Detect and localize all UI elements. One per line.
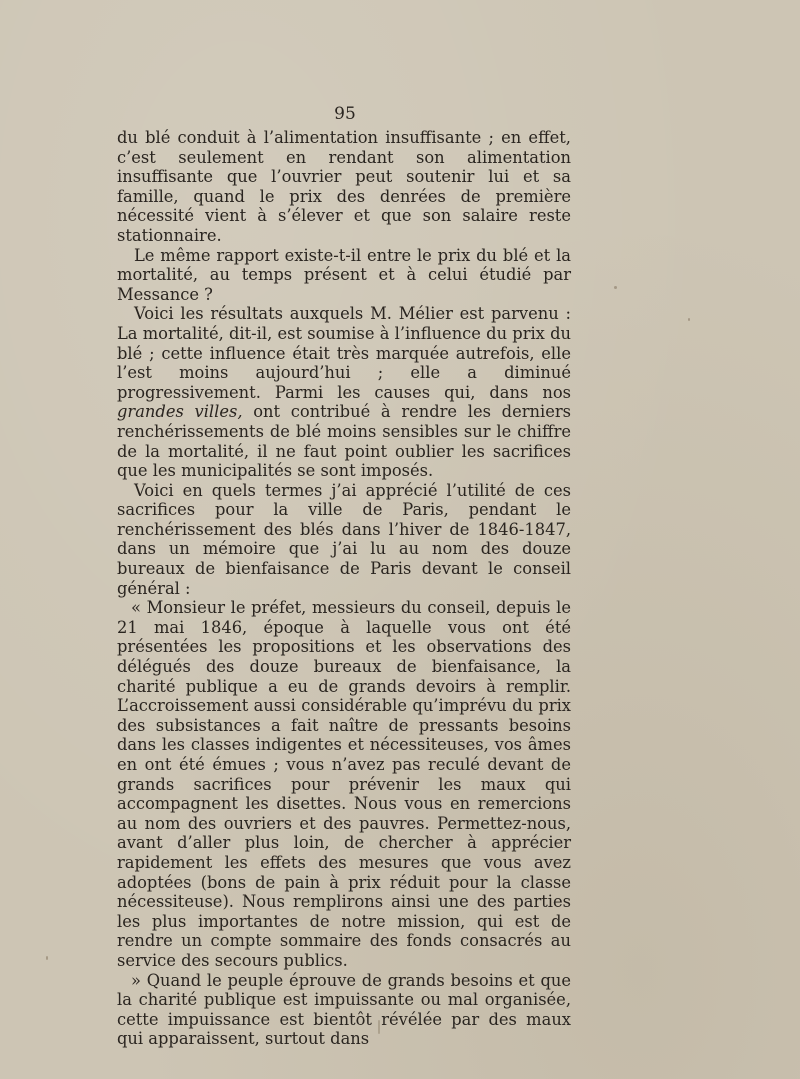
paragraph-2: Le même rapport existe-t-il entre le prix du blé et la mortalité, au temps présent et à celui étudié par Messance ? (117, 245, 571, 304)
paper-speck (688, 318, 690, 321)
paragraph-3-text-before: Voici les résultats auxquels M. Mélier est parvenu : La mortalité, dit-il, est soumise à l’influence du prix du blé ; cette influence était très marquée autrefois, elle l’est moins aujourd’hui ; elle a diminué progressivement. Parmi les causes qui, dans nos (117, 304, 571, 402)
paragraph-6-quote: » Quand le peuple éprouve de grands besoins et que la charité publique est impuissante ou mal organisée, cette impuissance est bientôt révélée par des maux qui apparaissent, surtout dans (117, 970, 571, 1049)
paragraph-3-italic: grandes villes, (117, 402, 243, 422)
paper-speck (46, 956, 48, 960)
paragraph-3 (117, 304, 571, 480)
paragraph-5-quote: « Monsieur le préfet, messieurs du conseil, depuis le 21 mai 1846, époque à laquelle vous ont été présentées les propositions et les observations des délégués des douze bureaux de bienfaisance, la charité publique a eu de grands devoirs à remplir. L’accroissement aussi considérable qu’imprévu du prix des subsistances a fait naître de pressants besoins dans les classes indigentes et nécessiteuses, vos âmes en ont été émues ; vous n’avez pas reculé devant de grands sacrifices pour prévenir les maux qui accompagnent les disettes. Nous vous en remercions au nom des ouvriers et des pauvres. Permettez-nous, avant d’aller plus loin, de chercher à apprécier rapidement les effets des mesures que vous avez adoptées (bons de pain à prix réduit pour la classe nécessiteuse). Nous remplirons ainsi une des parties les plus importantes de notre mission, qui est de rendre un compte sommaire des fonds consacrés au service des secours publics. (117, 598, 571, 970)
paper-speck (378, 1020, 380, 1034)
paragraph-3-text-after: ont contribué à rendre les derniers renchérissements de blé moins sensibles sur le chiffre de la mortalité, il ne faut point oublier les sacrifices que les municipalités se sont imposés. (117, 402, 571, 481)
page-number: 95 (334, 104, 356, 124)
paragraph-1: du blé conduit à l’alimentation insuffisante ; en effet, c’est seulement en rendant son alimentation insuffisante que l’ouvrier peut soutenir lui et sa famille, quand le prix des denrées de première nécessité vient à s’élever et que son salaire reste stationnaire. (117, 128, 571, 245)
paper-speck (614, 286, 617, 289)
body-text (117, 128, 571, 1049)
paragraph-4: Voici en quels termes j’ai apprécié l’utilité de ces sacrifices pour la ville de Paris, pendant le renchérissement des blés dans l’hiver de 1846-1847, dans un mémoire que j’ai lu au nom des douze bureaux de bienfaisance de Paris devant le conseil général : (117, 480, 571, 598)
